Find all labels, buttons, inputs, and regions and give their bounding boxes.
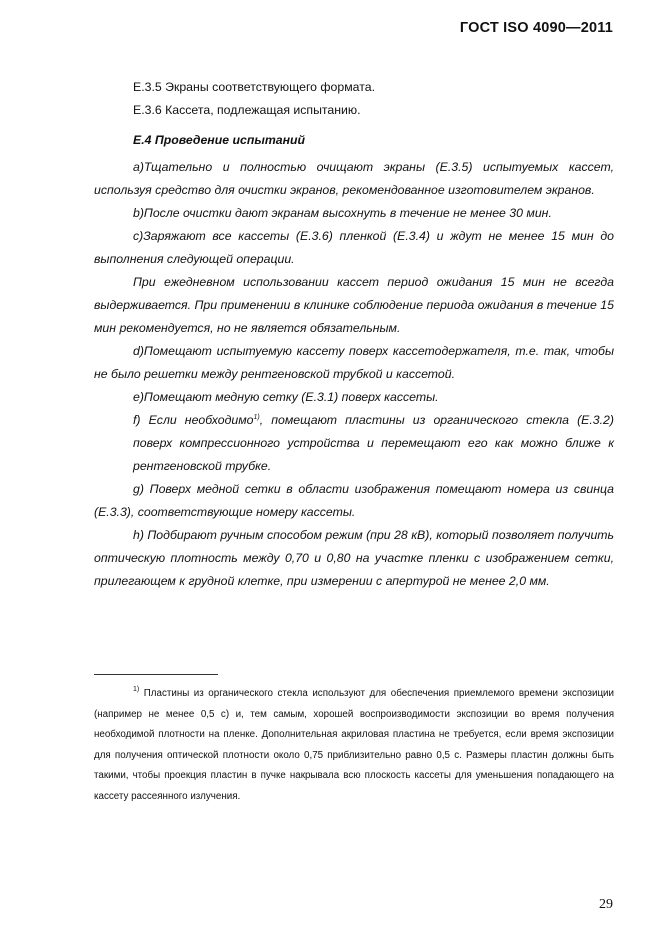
paragraph-d: d)Помещают испытуемую кассету поверх кассетодержателя, т.е. так, чтобы не было решетки между рентгеновской трубкой и кассетой. <box>94 344 614 381</box>
paragraph-c: c)Заряжают все кассеты (Е.3.6) пленкой (Е.3.4) и ждут не менее 15 мин до выполнения следующей операции. <box>94 229 614 266</box>
paragraph-h: h) Подбирают ручным способом режим (при 28 кВ), который позволяет получить оптическую плотность между 0,70 и 0,80 на участке пленки с изображением сетки, прилегающем к грудной клетке, при измерении с апертурой не менее 2,0 мм. <box>94 528 614 588</box>
main-content <box>94 76 614 593</box>
footnote-marker: 1) <box>133 686 140 693</box>
paragraph-b: b)После очистки дают экранам высохнуть в течение не менее 30 мин. <box>133 206 552 220</box>
footnote-text: Пластины из органического стекла используют для обеспечения приемлемого времени экспозиции (например не менее 0,5 с) и, тем самым, хорошей воспроизводимости экспозиции во время получения необходимой плотности на пленке. Дополнительная акриловая пластина не требуется, если время экспозиции для получения оптической плотности около 0,75 приблизительно равно 0,5 с. Размеры пластин должны быть такими, чтобы проекция пластин в пучке накрывала всю плоскость кассеты для уменьшения попадающего на кассету рассеянного излучения. <box>94 688 614 802</box>
paragraph-f <box>94 409 614 478</box>
paragraph-e: e)Помещают медную сетку (Е.3.1) поверх кассеты. <box>133 390 439 404</box>
footnote-divider <box>94 674 218 675</box>
paragraph-note: При ежедневном использовании кассет период ожидания 15 мин не всегда выдерживается. При применении в клинике соблюдение периода ожидания в течение 15 мин рекомендуется, но не является обязательным. <box>94 275 614 335</box>
paragraph-f-start: f) Если необходимо <box>133 413 254 427</box>
paragraph-f-end: , помещают пластины из органического стекла (Е.3.2) поверх компрессионного устройства и перемещают его как можно ближе к рентгеновской трубке. <box>133 413 614 473</box>
footnote-ref: 1) <box>253 414 260 421</box>
page-number: 29 <box>599 897 613 912</box>
footnote <box>94 684 614 807</box>
paragraph-e36: Е.3.6 Кассета, подлежащая испытанию. <box>133 103 361 117</box>
paragraph-e35: Е.3.5 Экраны соответствующего формата. <box>133 80 375 94</box>
paragraph-g: g) Поверх медной сетки в области изображения помещают номера из свинца (Е.3.3), соответствующие номеру кассеты. <box>94 482 614 519</box>
section-heading: Е.4 Проведение испытаний <box>133 133 306 147</box>
paragraph-a: a)Тщательно и полностью очищают экраны (Е.3.5) испытуемых кассет, используя средство для очистки экранов, рекомендованное изготовителем экранов. <box>94 160 614 197</box>
document-header: ГОСТ ISO 4090—2011 <box>459 20 613 36</box>
